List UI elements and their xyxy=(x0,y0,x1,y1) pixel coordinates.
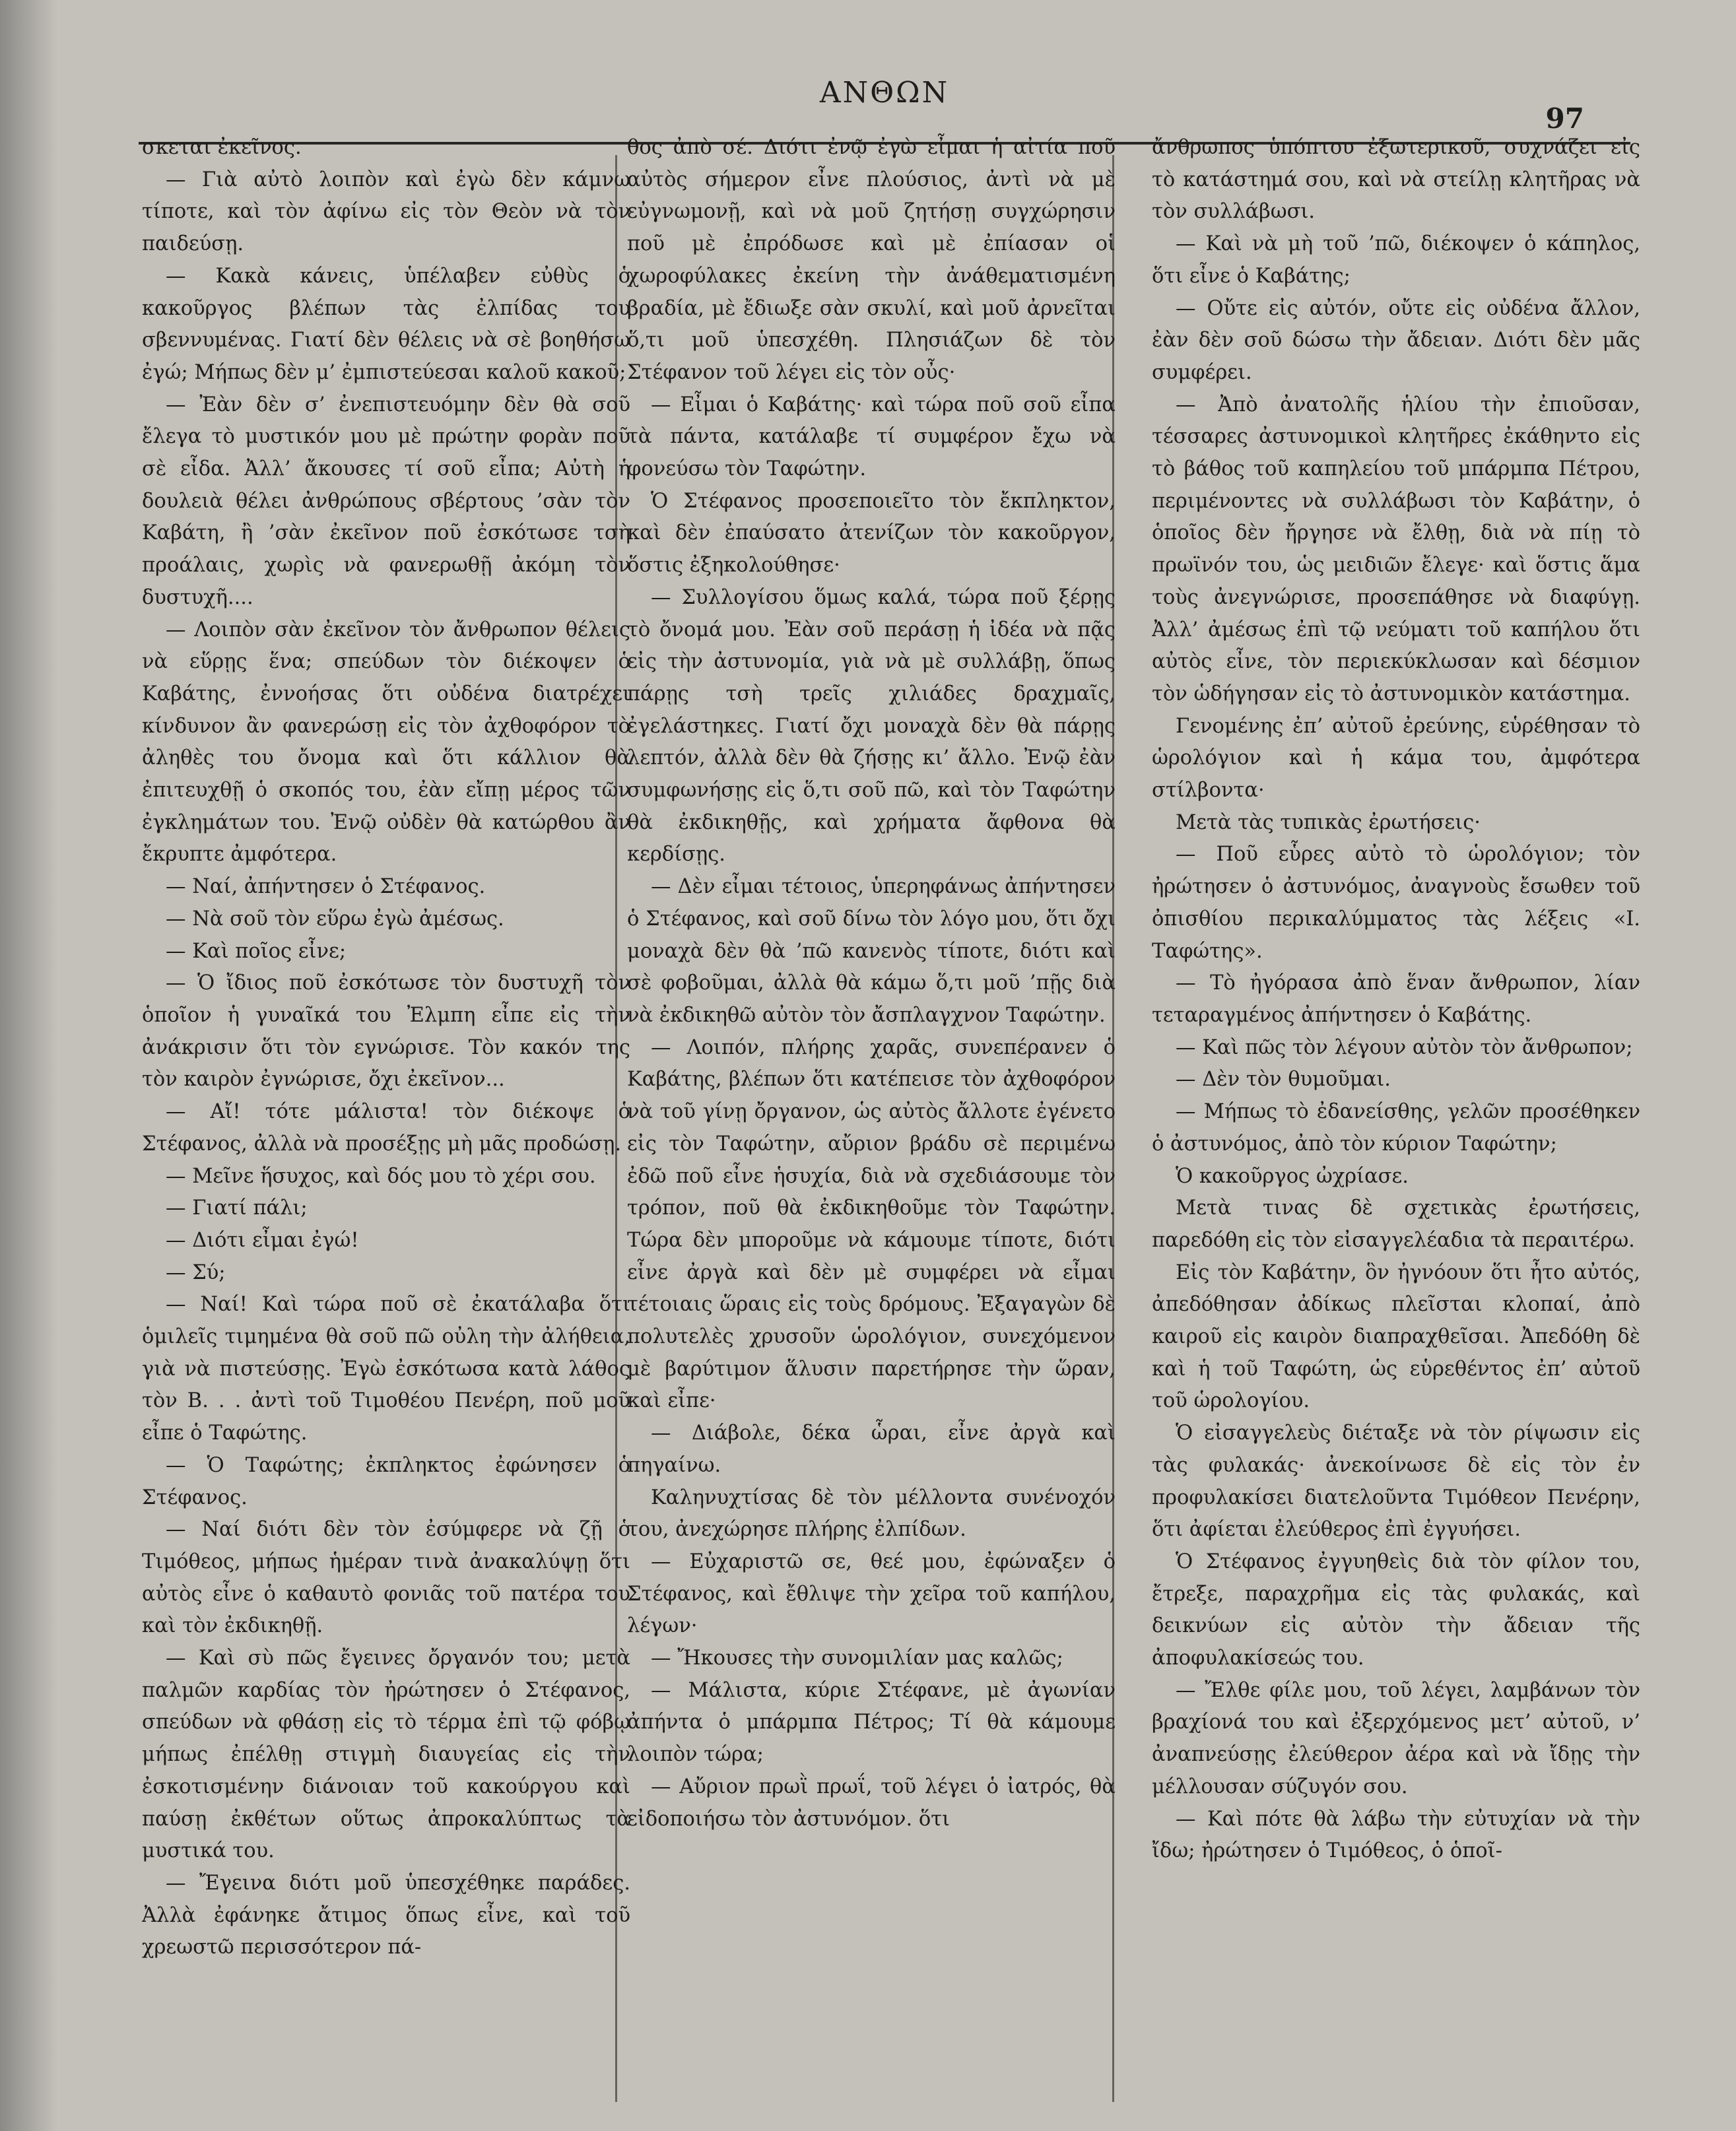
paragraph: — Οὔτε εἰς αὐτόν, οὔτε εἰς οὐδένα ἄλλον, ἐὰν δὲν σοῦ δώσω τὴν ἄδειαν. Διότι δὲν μᾶς συμφέρει. xyxy=(1152,296,1640,384)
paragraph: — Μεῖνε ἥσυχος, καὶ δός μου τὸ χέρι σου. xyxy=(166,1164,596,1188)
paragraph: — Καὶ σὺ πῶς ἔγεινες ὄργανόν του; μετὰ παλμῶν καρδίας τὸν ἠρώτησεν ὁ Στέφανος, σπεύδων νὰ φθάσῃ εἰς τὸ τέρμα ἐπὶ τῷ φόβῳ μήπως ἐπέλθῃ στιγμὴ διαυγείας εἰς τὴν ἐσκοτισμένην διάνοιαν τοῦ κακούργου καὶ παύσῃ ἐκθέτων οὕτως ἀπροκαλύπτως τὰ μυστικά του. xyxy=(142,1647,630,1863)
paragraph: — Γιατί πάλι; xyxy=(166,1197,308,1220)
paragraph: — Διάβολε, δέκα ὧραι, εἶνε ἀργὰ καὶ πηγαίνω. xyxy=(627,1422,1116,1477)
paragraph: — Λοιπόν, πλήρης χαρᾶς, συνεπέρανεν ὁ Καβάτης, βλέπων ὅτι κατέπεισε τὸν ἀχθοφόρον νὰ τοῦ γίνῃ ὄργανον, ὡς αὐτὸς ἄλλοτε ἐγένετο εἰς τὸν Ταφώτην, αὔριον βράδυ σὲ περιμένω ἐδῶ ποῦ εἶνε ἡσυχία, διὰ νὰ σχεδιάσουμε τὸν τρόπον, ποῦ θὰ ἐκδικηθοῦμε τὸν Ταφώτην. Τώρα δὲν μποροῦμε νὰ κάμουμε τίποτε, διότι εἶνε ἀργὰ καὶ δὲν μὲ συμφέρει νὰ εἶμαι τέτοιαις ὥραις εἰς τοὺς δρόμους. Ἐξαγαγὼν δὲ πολυτελὲς χρυσοῦν ὡρολόγιον, συνεχόμενον μὲ βαρύτιμον ἅλυσιν παρετήρησε τὴν ὥραν, καὶ εἶπε· xyxy=(627,1035,1116,1413)
paragraph: — Αἴ! τότε μάλιστα! τὸν διέκοψε ὁ Στέφανος, ἀλλὰ νὰ προσέξῃς μὴ μᾶς προδώσῃ. xyxy=(142,1100,630,1156)
paragraph: Ὁ Στέφανος ἐγγυηθεὶς διὰ τὸν φίλον του, ἔτρεξε, παραχρῆμα εἰς τὰς φυλακάς, καὶ δεικνύων εἰς αὐτὸν τὴν ἄδειαν τῆς ἀποφυλακίσεώς του. xyxy=(1152,1550,1640,1670)
paragraph: — Διότι εἶμαι ἐγώ! xyxy=(166,1228,359,1252)
paragraph: Γενομένης ἐπ’ αὐτοῦ ἐρεύνης, εὑρέθησαν τὸ ὡρολόγιον καὶ ἡ κάμα του, ἀμφότερα στίλβοντα· xyxy=(1152,714,1640,803)
paragraph: — Ὁ ἴδιος ποῦ ἐσκότωσε τὸν δυστυχῆ τὸν ὁποῖον ἡ γυναῖκά του Ἐλμπη εἶπε εἰς τὴν ἀνάκρισιν ὅτι τὸν εγνώρισε. Τὸν κακόν της τὸν καιρὸν ἐγνώρισε, ὄχι ἐκεῖνον... xyxy=(142,971,630,1092)
paragraph: — Καὶ πῶς τὸν λέγουν αὐτὸν τὸν ἄνθρωπον; xyxy=(1176,1035,1633,1059)
paragraph: — Ἀπὸ ἀνατολῆς ἡλίου τὴν ἐπιοῦσαν, τέσσαρες ἀστυνομικοὶ κλητῆρες ἐκάθηντο εἰς τὸ βάθος τοῦ καπηλείου τοῦ μπάρμπα Πέτρου, περιμένοντες νὰ συλλάβωσι τὸν Καβάτην, ὁ ὁποῖος δὲν ἤργησε νὰ ἔλθῃ, διὰ νὰ πίῃ τὸ πρωϊνόν του, ὡς μειδιῶν ἔλεγε· καὶ ὅστις ἅμα τοὺς ἀνεγνώρισε, προσεπάθησε νὰ διαφύγῃ. Ἀλλ’ ἀμέσως ἐπὶ τῷ νεύματι τοῦ καπήλου ὅτι αὐτὸς εἶνε, τὸν περιεκύκλωσαν καὶ δέσμιον τὸν ὡδήγησαν εἰς τὸ ἀστυνομικὸν κατάστημα. xyxy=(1152,393,1640,705)
paragraph: — Δὲν εἶμαι τέτοιος, ὑπερηφάνως ἀπήντησεν ὁ Στέφανος, καὶ σοῦ δίνω τὸν λόγο μου, ὅτι ὄχι μοναχὰ δὲν θὰ ’πῶ κανενὸς τίποτε, διότι καὶ σὲ φοβοῦμαι, ἀλλὰ θὰ κάμω ὅ,τι μοῦ ’πῇς διὰ νὰ ἐκδικηθῶ αὐτὸν τὸν ἄσπλαγχνον Ταφώτην. xyxy=(627,875,1116,1027)
paragraph: — Ἔγεινα διότι μοῦ ὑπεσχέθηκε παράδες. Ἀλλὰ ἐφάνηκε ἄτιμος ὅπως εἶνε, καὶ τοῦ χρεωστῶ περισσότερον πά- xyxy=(142,1871,630,1959)
paragraph: — Ναί! Καὶ τώρα ποῦ σὲ ἐκατάλαβα ὅτι ὁμιλεῖς τιμημένα θὰ σοῦ πῶ οὐλη τὴν ἀλήθεια, γιὰ νὰ πιστεύσῃς. Ἐγὼ ἐσκότωσα κατὰ λάθος τὸν Β. . . ἀντὶ τοῦ Τιμοθέου Πενέρη, ποῦ μοῦ εἶπε ὁ Ταφώτης. xyxy=(142,1293,630,1445)
paragraph: — Καὶ ποῖος εἶνε; xyxy=(166,939,347,963)
paragraph: σκεται ἐκεῖνος. xyxy=(142,136,302,159)
paragraph: — Κακὰ κάνεις, ὑπέλαβεν εὐθὺς ὁ κακοῦργος βλέπων τὰς ἐλπίδας του σβεννυμένας. Γιατί δὲν θέλεις νὰ σὲ βοηθήσω ἐγώ; Μήπως δὲν μ’ ἐμπιστεύεσαι καλοῦ κακοῦ; xyxy=(142,264,630,384)
journal-title: ΑΝΘΩΝ xyxy=(819,76,950,110)
paragraph: Εἰς τὸν Καβάτην, ὃν ἠγνόουν ὅτι ἦτο αὐτός, ἀπεδόθησαν ἀδίκως πλεῖσται κλοπαί, ἀπὸ καιροῦ εἰς καιρὸν διαπραχθεῖσαι. Ἀπεδόθη δὲ καὶ ἡ τοῦ Ταφώτη, ὡς εὑρεθέντος ἐπ’ αὐτοῦ τοῦ ὡρολογίου. xyxy=(1152,1261,1640,1413)
paragraph: Ὁ κακοῦργος ὠχρίασε. xyxy=(1176,1164,1409,1188)
paragraph: — Καὶ πότε θὰ λάβω τὴν εὐτυχίαν νὰ τὴν ἴδω; ἠρώτησεν ὁ Τιμόθεος, ὁ ὁποῖ- xyxy=(1152,1807,1640,1863)
paragraph: — Εἶμαι ὁ Καβάτης· καὶ τώρα ποῦ σοῦ εἶπα τὰ πάντα, κατάλαβε τί συμφέρον ἔχω νὰ φονεύσω τὸν Ταφώτην. xyxy=(627,393,1116,481)
paragraph: Ὁ εἰσαγγελεὺς διέταξε νὰ τὸν ρίψωσιν εἰς τὰς φυλακάς· ἀνεκοίνωσε δὲ εἰς τὸν ἐν προφυλακίσει διατελοῦντα Τιμόθεον Πενέρην, ὅτι ἀφίεται ἐλεύθερος ἐπὶ ἐγγυήσει. xyxy=(1152,1422,1640,1542)
paragraph: — Δὲν τὸν θυμοῦμαι. xyxy=(1176,1068,1391,1092)
paragraph: Μετὰ τὰς τυπικὰς ἐρωτήσεις· xyxy=(1176,810,1481,834)
paragraph: Ὁ Στέφανος προσεποιεῖτο τὸν ἔκπληκτον, καὶ δὲν ἐπαύσατο ἀτενίζων τὸν κακοῦργον, ὅστις ἐξηκολούθησε· xyxy=(627,489,1116,577)
paragraph: — Μάλιστα, κύριε Στέφανε, μὲ ἀγωνίαν ἀπήντα ὁ μπάρμπα Πέτρος; Τί θὰ κάμουμε λοιπὸν τώρα; xyxy=(627,1678,1116,1767)
paragraph: Μετὰ τινας δὲ σχετικὰς ἐρωτήσεις, παρεδόθη εἰς τὸν εἰσαγγελέαδια τὰ περαιτέρω. xyxy=(1152,1197,1640,1252)
scan-edge-shadow xyxy=(0,0,63,2131)
paragraph: Καληνυχτίσας δὲ τὸν μέλλοντα συνένοχόν του, ἀνεχώρησε πλήρης ἐλπίδων. xyxy=(627,1486,1116,1542)
paragraph: — Ποῦ εὗρες αὐτὸ τὸ ὡρολόγιον; τὸν ἠρώτησεν ὁ ἀστυνόμος, ἀναγνοὺς ἔσωθεν τοῦ ὀπισθίου περικαλύμματος τὰς λέξεις «Ι. Ταφώτης». xyxy=(1152,843,1640,963)
paragraph: — Σύ; xyxy=(166,1261,226,1284)
paragraph: — Ναί διότι δὲν τὸν ἐσύμφερε νὰ ζῇ ὁ Τιμόθεος, μήπως ἡμέραν τινὰ ἀνακαλύψῃ ὅτι αὐτὸς εἶνε ὁ καθαυτὸ φονιᾶς τοῦ πατέρα του καὶ τὸν ἐκδικηθῇ. xyxy=(142,1518,630,1638)
paragraph: — Καὶ νὰ μὴ τοῦ ’πῶ, διέκοψεν ὁ κάπηλος, ὅτι εἶνε ὁ Καβάτης; xyxy=(1152,232,1640,288)
paragraph: — Μήπως τὸ ἐδανείσθης, γελῶν προσέθηκεν ὁ ἀστυνόμος, ἀπὸ τὸν κύριον Ταφώτην; xyxy=(1152,1100,1640,1156)
paragraph: — Λοιπὸν σὰν ἐκεῖνον τὸν ἄνθρωπον θέλεις νὰ εὕρῃς ἕνα; σπεύδων τὸν διέκοψεν ὁ Καβάτης, ἐννοήσας ὅτι οὐδένα διατρέχει κίνδυνον ἂν φανερώσῃ εἰς τὸν ἀχθοφόρον τὸ ἀληθὲς του ὄνομα καὶ ὅτι κάλλιον θὰ ἐπιτευχθῇ ὁ σκοπός του, ἐὰν εἴπῃ μέρος τῶν ἐγκλημάτων του. Ἐνῷ οὐδὲν θὰ κατώρθου ἂν ἔκρυπτε ἀμφότερα. xyxy=(142,618,630,867)
paragraph: — Νὰ σοῦ τὸν εὕρω ἐγὼ ἀμέσως. xyxy=(166,907,504,931)
paragraph: — Συλλογίσου ὅμως καλά, τώρα ποῦ ξέρῃς τὸ ὄνομά μου. Ἐὰν σοῦ περάσῃ ἡ ἰδέα νὰ πᾷς εἰς τὴν ἀστυνομία, γιὰ νὰ μὲ συλλάβῃ, ὅπως πάρῃς τσὴ τρεῖς χιλιάδες δραχμαῖς, ἐγελάστηκες. Γιατί ὄχι μοναχὰ δὲν θὰ πάρῃς λεπτόν, ἀλλὰ δὲν θὰ ζήσῃς κι’ ἄλλο. Ἐνῷ ἐὰν συμφωνήσῃς εἰς ὅ,τι σοῦ πῶ, καὶ τὸν Ταφώτην θὰ ἐκδικηθῇς, καὶ χρήματα ἄφθονα θὰ κερδίσῃς. xyxy=(627,585,1116,867)
text-column-3 xyxy=(1152,132,1640,2105)
page-number: 97 xyxy=(1545,102,1584,135)
paragraph: θος ἀπὸ σέ. Διότι ἐνῷ ἐγὼ εἶμαι ἡ αἰτία ποῦ αὐτὸς σήμερον εἶνε πλούσιος, ἀντὶ νὰ μὲ εὐγνωμονῇ, καὶ νὰ μοῦ ζητήσῃ συγχώρησιν ποῦ μὲ ἐπρόδωσε καὶ μὲ ἐπίασαν οἱ χωροφύλακες ἐκείνη τὴν ἀνάθεματισμένη βραδία, μὲ ἔδιωξε σὰν σκυλί, καὶ μοῦ ἀρνεῖται ὅ,τι μοῦ ὑπεσχέθη. Πλησιάζων δὲ τὸν Στέφανον τοῦ λέγει εἰς τὸν οὖς· xyxy=(627,136,1116,384)
paragraph: — Ὁ Ταφώτης; ἐκπληκτος ἐφώνησεν ὁ Στέφανος. xyxy=(142,1453,630,1509)
paragraph: ἄνθρωπος ὑπόπτου ἐξωτερικοῦ, συχνάζει εἰς τὸ κατάστημά σου, καὶ νὰ στείλῃ κλητῆρας νὰ τὸν συλλάβωσι. xyxy=(1152,136,1640,224)
paragraph: — Ἔλθε φίλε μου, τοῦ λέγει, λαμβάνων τὸν βραχίονά του καὶ ἐξερχόμενος μετ’ αὐτοῦ, ν’ ἀναπνεύσῃς ἐλεύθερον ἀέρα καὶ νὰ ἴδῃς τὴν μέλλουσαν σύζυγόν σου. xyxy=(1152,1678,1640,1798)
text-column-1 xyxy=(142,132,630,2105)
text-column-2 xyxy=(627,132,1116,2105)
paragraph: — Ναί, ἀπήντησεν ὁ Στέφανος. xyxy=(166,875,486,899)
paragraph: — Αὔριον πρωῒ πρωΐ, τοῦ λέγει ὁ ἰατρός, θὰ εἰδοποιήσω τὸν ἀστυνόμον. ὅτι xyxy=(627,1775,1116,1831)
paragraph: — Εὐχαριστῶ σε, θεέ μου, ἐφώναξεν ὁ Στέφανος, καὶ ἔθλιψε τὴν χεῖρα τοῦ καπήλου, λέγων· xyxy=(627,1550,1116,1638)
paragraph: — Τὸ ἠγόρασα ἀπὸ ἕναν ἄνθρωπον, λίαν τεταραγμένος ἀπήντησεν ὁ Καβάτης. xyxy=(1152,971,1640,1027)
paragraph: — Ἤκουσες τὴν συνομιλίαν μας καλῶς; xyxy=(651,1647,1063,1670)
paragraph: — Γιὰ αὐτὸ λοιπὸν καὶ ἐγὼ δὲν κάμνω τίποτε, καὶ τὸν ἀφίνω εἰς τὸν Θεὸν νὰ τὸν παιδεύσῃ. xyxy=(142,168,630,256)
paragraph: — Ἐὰν δὲν σ’ ἐνεπιστευόμην δὲν θὰ σοῦ ἔλεγα τὸ μυστικόν μου μὲ πρώτην φορὰν ποῦ σὲ εἶδα. Ἀλλ’ ἄκουσες τί σοῦ εἶπα; Αὐτὴ ἡ δουλειὰ θέλει ἀνθρώπους σβέρτους ’σὰν τὸν Καβάτη, ἢ ’σὰν ἐκεῖνον ποῦ ἐσκότωσε τσὴ προάλαις, χωρὶς νὰ φανερωθῇ ἀκόμη τὸν δυστυχῆ.... xyxy=(142,393,630,609)
